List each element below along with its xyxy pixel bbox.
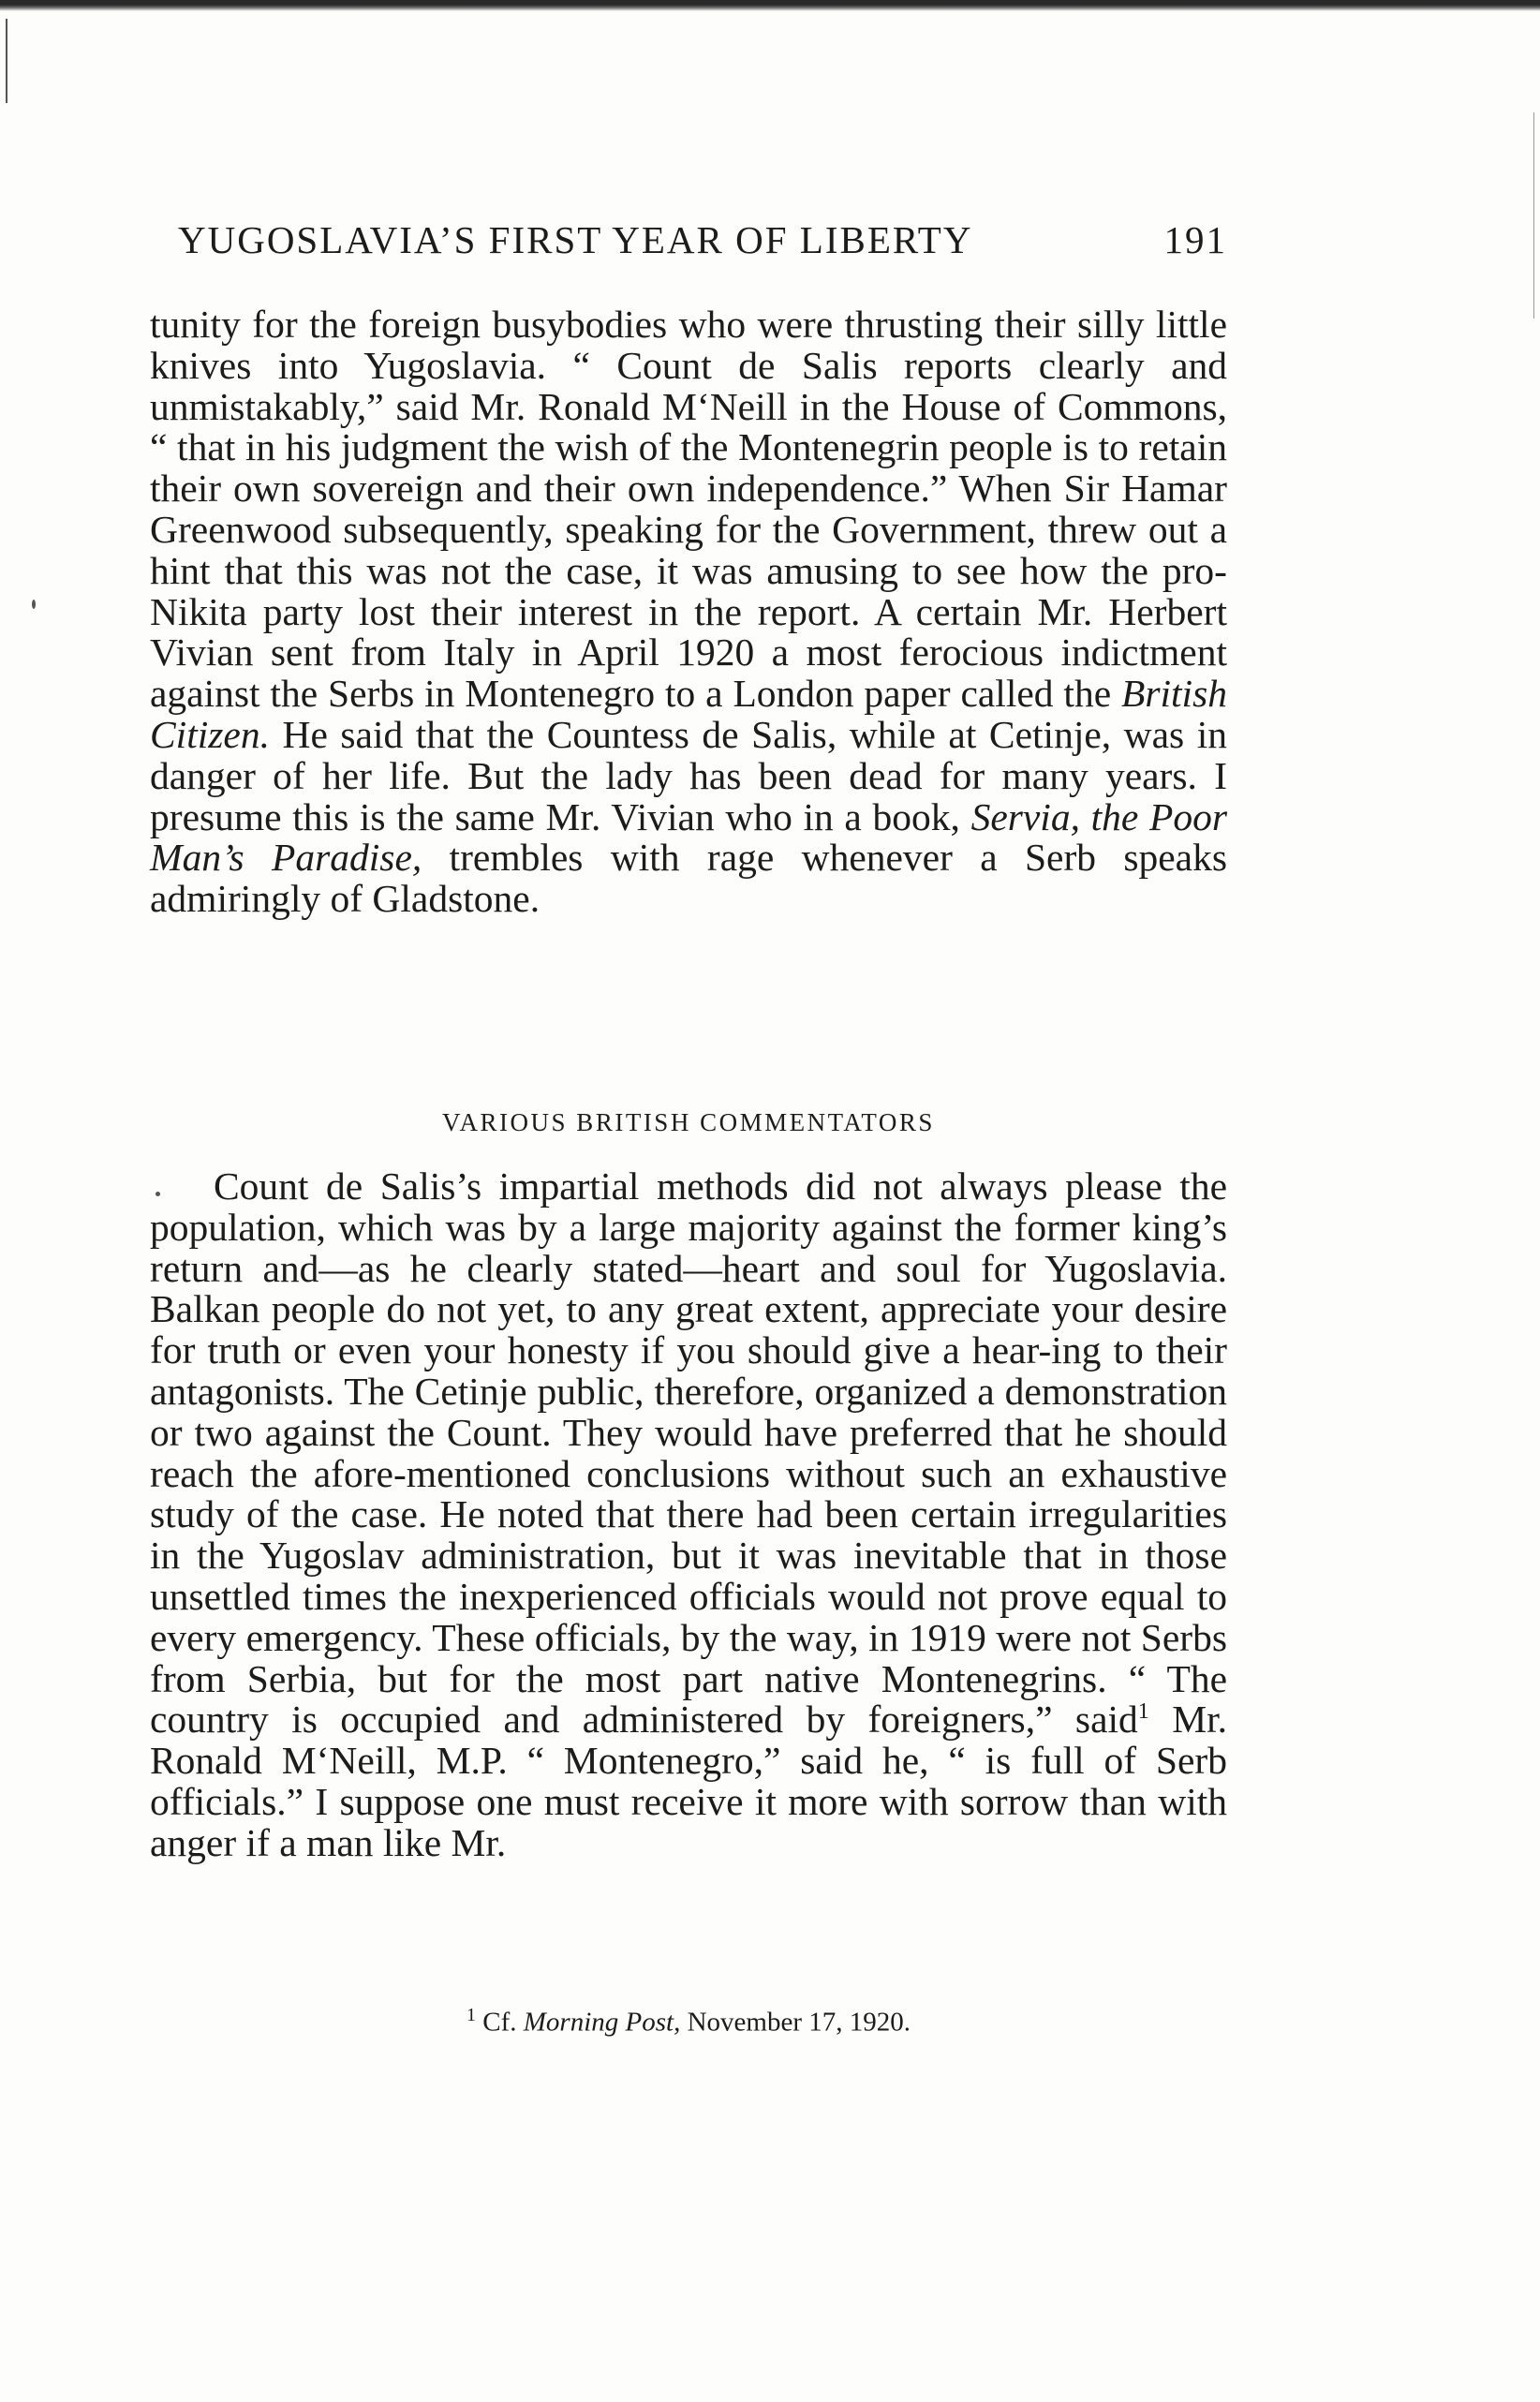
footnote-date: November 17, 1920.	[680, 2007, 911, 2038]
running-head	[178, 217, 1227, 262]
page-number: 191	[1163, 218, 1227, 261]
footnote-mark: 1	[466, 2005, 477, 2025]
paragraph-1-italic-b: Servia, the Poor Man’s Paradise,	[150, 794, 1227, 880]
paragraph-2-text-a: Count de Salis’s impartial methods did not always please the population, which was by a large majority against the former king’s return and—as he clearly stated—heart and soul for Yugoslavia. Balkan people do not yet, to any great extent, appreciate your desire for truth or even your honesty if you should give a hear-ing to their antagonists. The Cetinje public, therefore, organized a demonstration or two against the Count. They would have preferred that he should reach the afore-mentioned conclusions without such an exhaustive study of the case. He noted that there had been certain irregularities in the Yugoslav administration, but it was inevitable that in those unsettled times the inexperienced officials would not prove equal to every emergency. These officials, by the way, in 1919 were not Serbs from Serbia, but for the most part native Montenegrins. “ The country is occupied and administered by foreigners,” said	[150, 1164, 1227, 1742]
footnote-prefix: Cf.	[476, 2007, 524, 2038]
paragraph-1-text-b: He said that the Countess de Salis, while at Cetinje, was in danger of her life. But the lady has been dead for many years. I presume this is the same Mr. Vivian who in a book,	[150, 712, 1227, 838]
paragraph-1-text-c: trembles with rage whenever a Serb speaks admiringly of Gladstone.	[150, 836, 1227, 921]
scan-top-edge	[0, 0, 1540, 11]
footnote-source: Morning Post,	[523, 2007, 681, 2038]
paragraph-2-text-b: Mr. Ronald M‘Neill, M.P. “ Montenegro,” said he, “ is full of Serb officials.” I suppose one must receive it more with sorrow than with anger if a man like Mr.	[150, 1698, 1227, 1864]
scan-right-edge	[1533, 112, 1534, 319]
scan-speck	[155, 1192, 160, 1196]
scan-left-edge	[6, 19, 7, 103]
running-head-title: YUGOSLAVIA’S FIRST YEAR OF LIBERTY	[178, 218, 973, 261]
paragraph-2	[150, 1166, 1227, 1864]
paragraph-1-italic-a: British Citizen.	[150, 672, 1227, 756]
footnote	[150, 2005, 1227, 2039]
section-heading: VARIOUS BRITISH COMMENTATORS	[442, 1108, 935, 1136]
scan-speck	[32, 600, 36, 609]
footnote-reference: 1	[1137, 1699, 1149, 1725]
paragraph-1	[150, 304, 1227, 920]
paragraph-1-text-a: tunity for the foreign busybodies who were thrusting their silly little knives into Yugoslavia. “ Count de Salis reports clearly and unmistakably,” said Mr. Ronald M‘Neill in the House of Commons, “ that in his judgment the wish of the Montenegrin people is to retain their own sovereign and their own independence.” When Sir Hamar Greenwood subsequently, speaking for the Government, threw out a hint that this was not the case, it was amusing to see how the pro-Nikita party lost their interest in the report. A certain Mr. Herbert Vivian sent from Italy in April 1920 a most ferocious indictment against the Serbs in Montenegro to a London paper called the	[150, 303, 1227, 716]
